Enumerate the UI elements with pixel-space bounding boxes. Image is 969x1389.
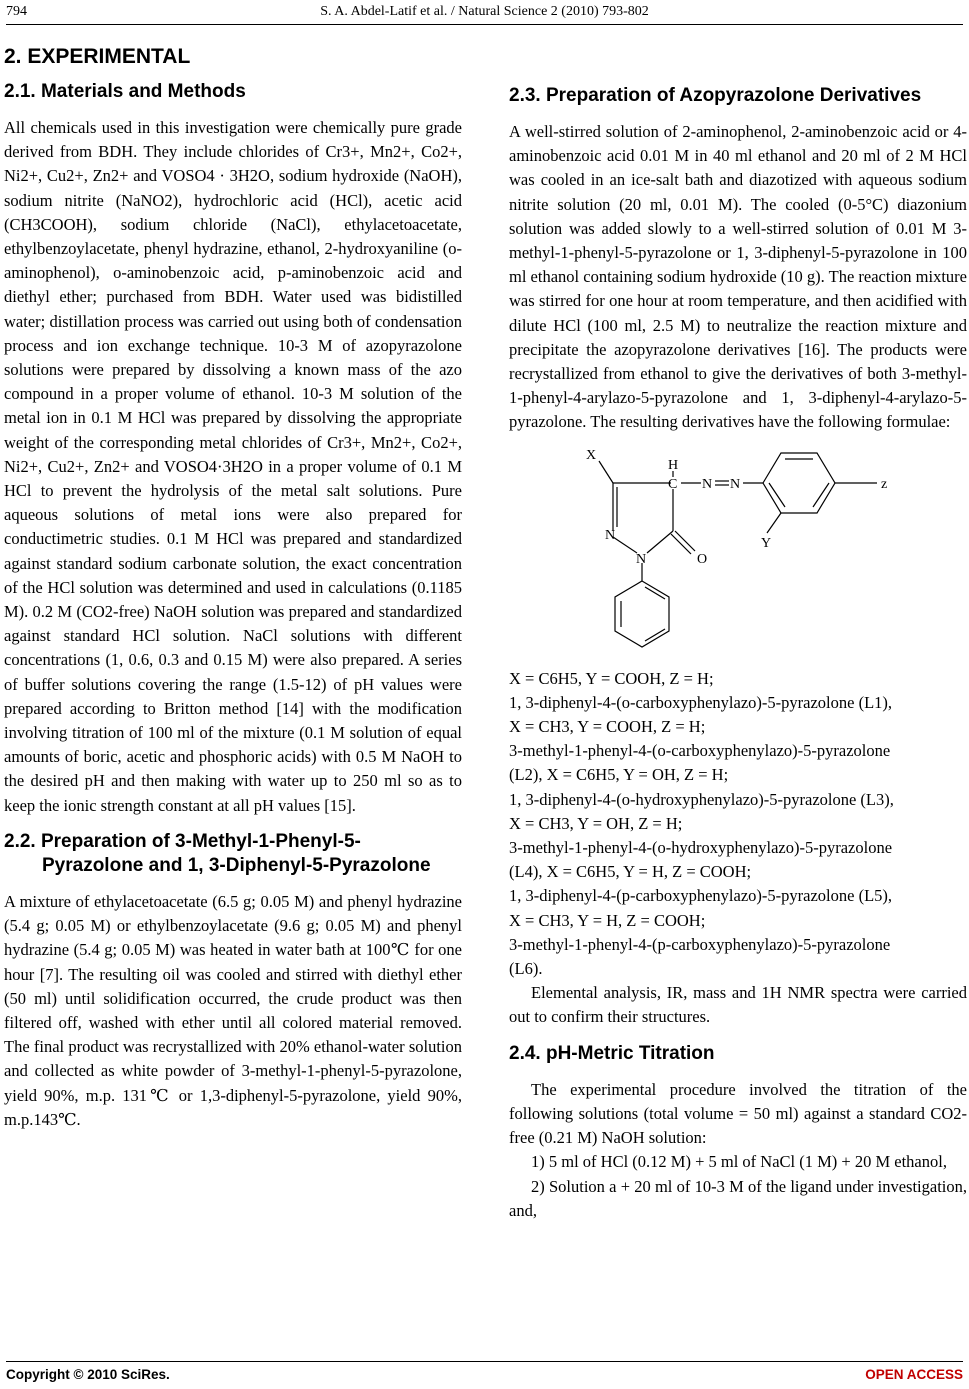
subsection-heading-azopyrazolone-prep: 2.3. Preparation of Azopyrazolone Derivatives xyxy=(509,85,922,106)
right-column xyxy=(509,54,967,1223)
structure-confirmation-paragraph: Elemental analysis, IR, mass and 1H NMR spectra were carried out to confirm their structures. xyxy=(509,983,967,1027)
section-heading-experimental: 2. EXPERIMENTAL xyxy=(4,45,191,68)
ligand-line: (L2), X = C6H5, Y = OH, Z = H; xyxy=(509,765,729,785)
atom-y: Y xyxy=(761,535,772,551)
ligand-line: X = CH3, Y = OH, Z = H; xyxy=(509,813,683,833)
ring-bond-n1-c5 xyxy=(647,531,673,553)
subsection-heading-pyrazolone-prep: 2.2. Preparation of 3-Methyl-1-Phenyl-5-Pyrazolone and 1, 3-Diphenyl-5-Pyrazolone xyxy=(4,830,431,876)
header-divider xyxy=(6,24,963,25)
ph-titration-paragraph: The experimental procedure involved the titration of the following solutions (total volume = 50 ml) against a standard CO2-free (0.21 M) NaOH solution: xyxy=(509,1079,967,1148)
aryl-double-3 xyxy=(769,483,785,507)
atom-n-azo-1: N xyxy=(702,476,713,492)
running-header: S. A. Abdel-Latif et al. / Natural Science 2 (2010) 793-802 xyxy=(320,4,649,19)
atom-n-azo-2: N xyxy=(730,476,741,492)
ligand-line: 1, 3-diphenyl-4-(o-carboxyphenylazo)-5-pyrazolone (L1), xyxy=(509,692,893,712)
ligand-line: 3-methyl-1-phenyl-4-(o-hydroxyphenylazo)-5-pyrazolone xyxy=(509,838,893,858)
aryl-double-2 xyxy=(813,483,829,507)
azopyrazolone-prep-paragraph: A well-stirred solution of 2-aminophenol, 2-aminobenzoic acid or 4-aminobenzoic acid 0.01 M in 40 ml ethanol and 20 ml of 2 M HCl was cooled in an ice-salt bath and diazotized with aqueous sodium nitrite solution (20 ml, 0.01 M). The cooled (0-5°C) diazonium solution was added slowly to a well-stirred solution of 0.01 M 3-methyl-1-phenyl-5-pyrazolone or 1, 3-diphenyl-5-pyrazolone in 100 ml ethanol containing sodium hydroxide (10 g). The reaction mixture was stirred for one hour at room temperature, and then acidified with dilute HCl (100 ml, 2.5 M) to neutralize the reaction mixture and precipitate the azopyrazolone derivatives [16]. The products were recrystallized from ethanol to give the derivatives of both 3-methyl-1-phenyl-4-arylazo-5-pyrazolone and 1, 3-diphenyl-4-arylazo-5-pyrazolone. The resulting derivatives have the following formulae: xyxy=(509,122,967,432)
azopyrazolone-structure-diagram xyxy=(509,441,967,663)
ligand-line: 1, 3-diphenyl-4-(p-carboxyphenylazo)-5-pyrazolone (L5), xyxy=(509,886,893,906)
bond-x xyxy=(599,461,613,483)
subsection-heading-ph-titration: 2.4. pH-Metric Titration xyxy=(509,1042,715,1064)
ligand-line: 1, 3-diphenyl-4-(o-hydroxyphenylazo)-5-pyrazolone (L3), xyxy=(509,789,894,809)
atom-z: z xyxy=(881,476,888,492)
atom-x: X xyxy=(586,447,597,463)
atom-c: C xyxy=(668,476,678,492)
atom-h: H xyxy=(668,457,679,473)
ligand-line: (L4), X = C6H5, Y = H, Z = COOH; xyxy=(509,862,752,882)
pyrazolone-prep-paragraph: A mixture of ethylacetoacetate (6.5 g; 0.05 M) and phenyl hydrazine (5.4 g; 0.05 M) or ethylbenzoylacetate (9.6 g; 0.05 M) and phenyl hydrazine (5.4 g; 0.05 M) was heated in water bath at 100℃ for one hour [7]. The resulting oil was cooled and stirred with diethyl ether (50 ml) until solidification occurred, the crude product was then filtered off, washed with ether until all colored material removed. The final product was recrystallized with 20% ethanol-water solution and collected as white powder of 3-methyl-1-phenyl-5-pyrazolone, yield 90%, m.p. 131℃ or 1,3-diphenyl-5-pyrazolone, yield 90%, m.p.143℃. xyxy=(4,891,462,1129)
atom-n2: N xyxy=(605,527,616,543)
aryl-ring xyxy=(763,453,835,513)
open-access-label: OPEN ACCESS xyxy=(865,1367,963,1382)
phenyl-ring xyxy=(615,581,669,647)
ligand-line: (L6). xyxy=(509,959,543,979)
footer-divider xyxy=(6,1361,963,1362)
atom-o: O xyxy=(697,551,708,567)
atom-n1: N xyxy=(636,551,647,567)
ligand-line: 3-methyl-1-phenyl-4-(p-carboxyphenylazo)-5-pyrazolone xyxy=(509,934,891,954)
footer-copyright: Copyright © 2010 SciRes. xyxy=(6,1367,170,1382)
ring-bond-n2-n1 xyxy=(613,537,637,553)
ligand-line: X = C6H5, Y = COOH, Z = H; xyxy=(509,668,714,688)
subsection-heading-materials: 2.1. Materials and Methods xyxy=(4,81,246,102)
ligand-line: 3-methyl-1-phenyl-4-(o-carboxyphenylazo)-5-pyrazolone xyxy=(509,741,891,761)
structure-svg xyxy=(509,441,967,663)
page-number: 794 xyxy=(6,4,27,19)
ligand-definitions xyxy=(509,667,967,982)
ph-titration-item-2: 2) Solution a + 20 ml of 10-3 M of the ligand under investigation, and, xyxy=(509,1176,967,1220)
left-column xyxy=(4,32,462,1132)
ligand-line: X = CH3, Y = H, Z = COOH; xyxy=(509,910,706,930)
materials-paragraph: All chemicals used in this investigation were chemically pure grade derived from BDH. They include chlorides of Cr3+, Mn2+, Co2+, Ni2+, Cu2+, Zn2+ and VOSO4 · 3H2O, sodium hydroxide (NaOH), sodium nitrite (NaNO2), hydrochloric acid (HCl), acetic acid (CH3COOH), sodium chloride (NaCl), ethylacetoacetate, ethylbenzoylacetate, phenyl hydrazine, ethanol, 2-hydroxyaniline (o-aminophenol), o-aminobenzoic acid, p-aminobenzoic acid and diethyl ether; purchased from BDH. Water used was bidistilled water; distillation process was carried out using both of condensation process and ion exchange technique. 10-3 M of azopyrazolone solutions were prepared by dissolving a known mass of the azo compound in a proper volume of ethanol. 10-3 M solution of the metal ion in 0.1 M HCl was prepared by dissolving the appropriate weight of the corresponding metal chlorides of Cr3+, Mn2+, Co2+, Ni2+, Cu2+, Zn2+ and VOSO4·3H2O in a proper volume of 0.1 M HCl to prevent the hydrolysis of the metal salt solutions. Pure aqueous solutions of metal ions were also prepared for conductimetric studies. 0.1 M HCl was prepared and standardized against standard sodium carbonate solution, the exact concentration of the HCl solution was determined and used in calculations (0.1185 M). 0.2 M (CO2-free) NaOH solution was prepared and standardized against standard HCl solution. NaCl solutions with different concentrations (1, 0.6, 0.3 and 0.15 M) were also prepared. A series of buffer solutions covering the range (1.5-12) of pH values were prepared according to Britton method [14] with the modification involving titration of 100 ml of the mixture (0.1 M solution of equal amounts of boric, acetic and phosphoric acids) with 0.5 M NaOH to the desired pH and then making with water up to 250 ml so as to keep the ionic strength constant at all pH values [15]. xyxy=(4,118,462,815)
ligand-line: X = CH3, Y = COOH, Z = H; xyxy=(509,717,706,737)
bond-y xyxy=(767,513,781,533)
ph-titration-item-1: 1) 5 ml of HCl (0.12 M) + 5 ml of NaCl (1 M) + 20 M ethanol, xyxy=(531,1152,947,1172)
